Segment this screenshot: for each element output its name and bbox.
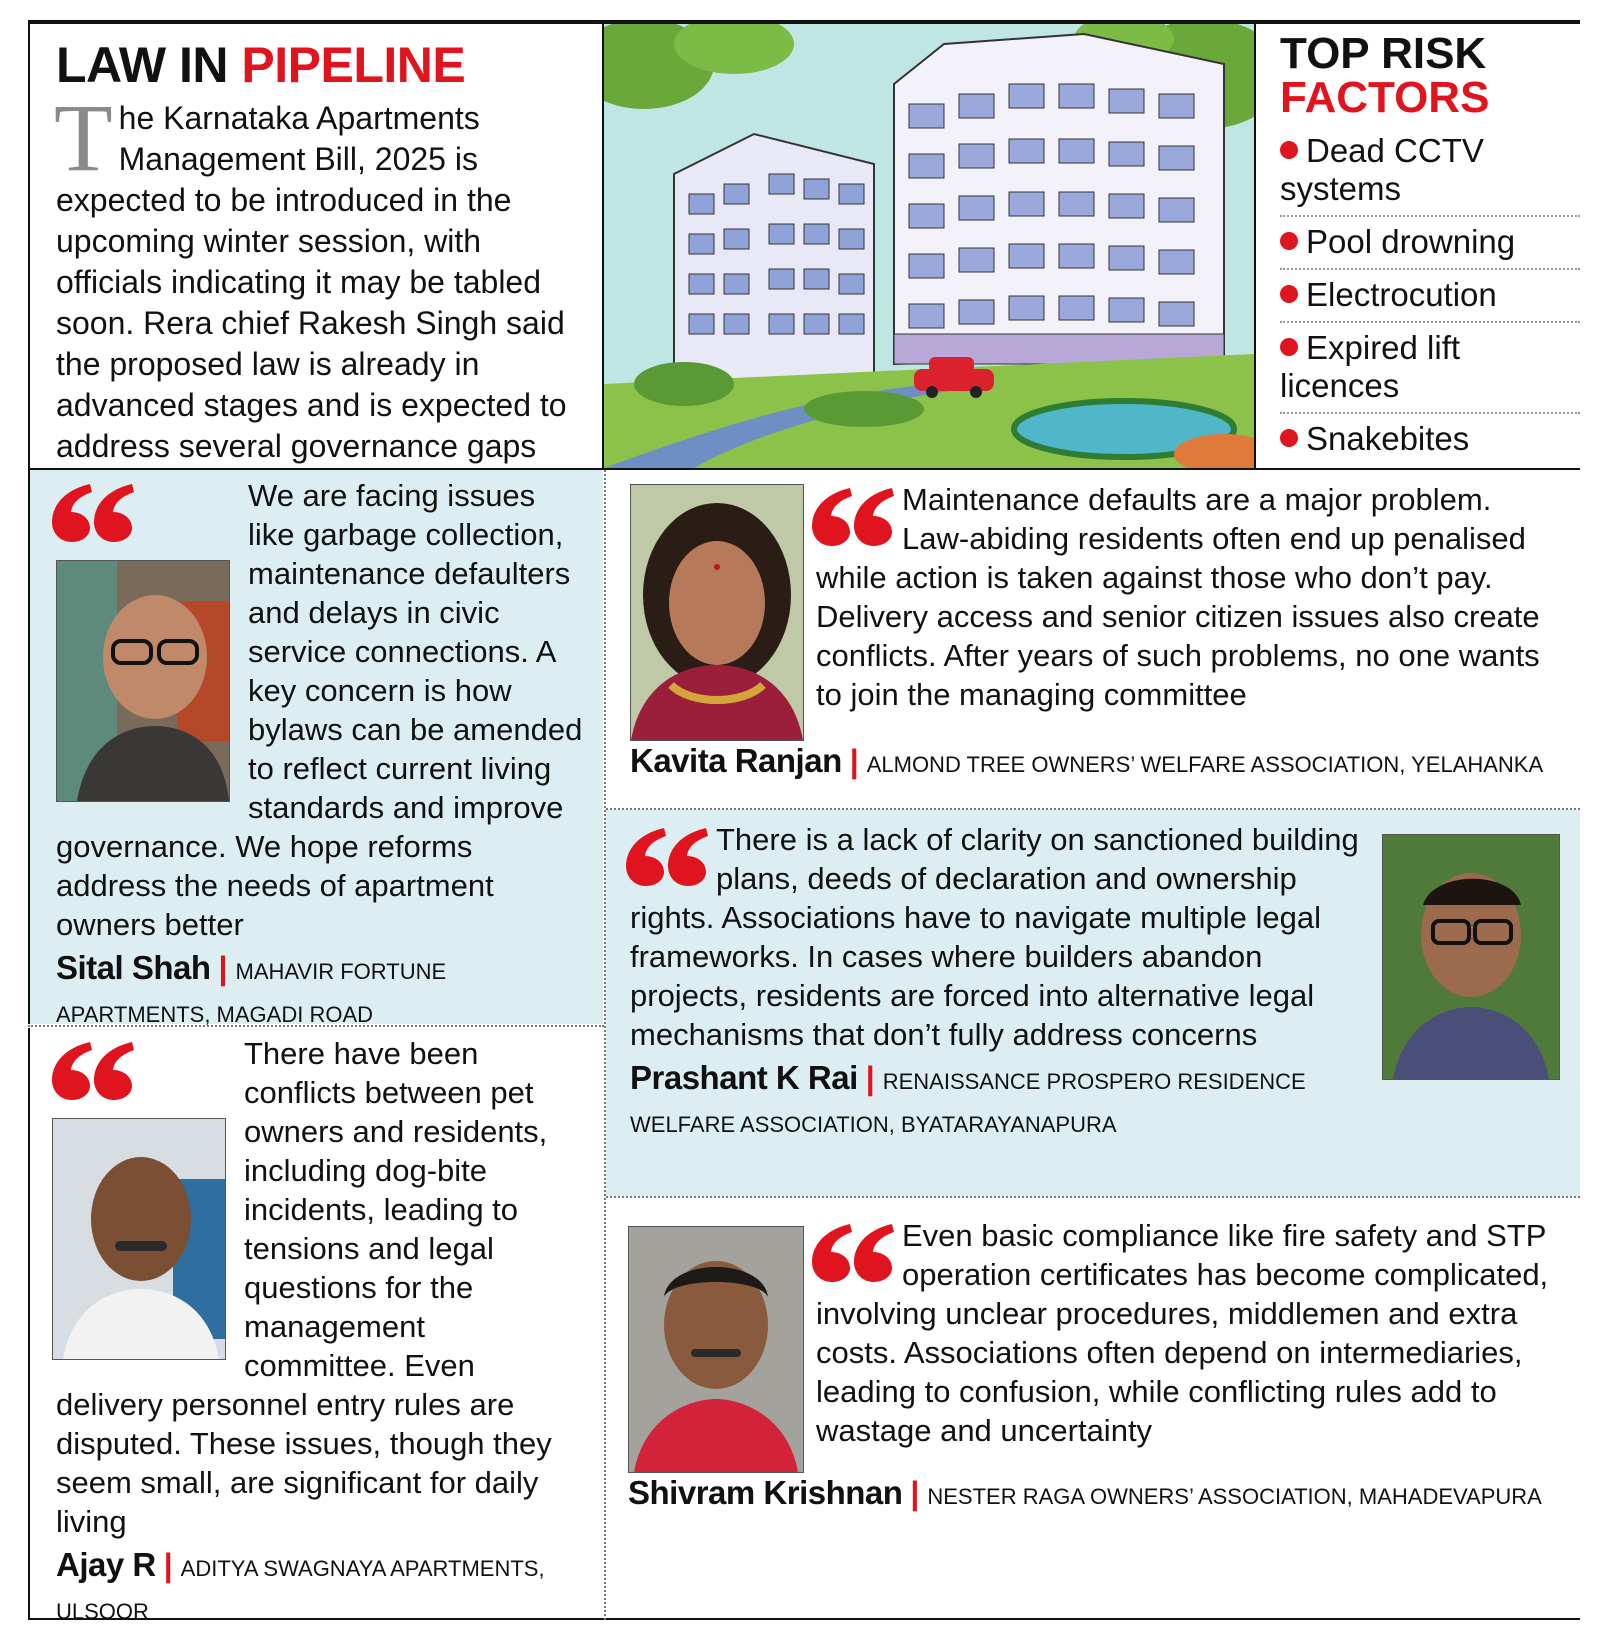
risk-item <box>1280 323 1580 414</box>
speaker-name: Kavita Ranjan <box>630 742 842 779</box>
apartment-illustration <box>602 24 1256 468</box>
red-dot-icon <box>1280 232 1298 250</box>
portrait-ajay-r <box>52 1118 226 1360</box>
risk-item <box>1280 270 1580 323</box>
left-building <box>674 134 874 384</box>
attribution <box>628 1473 1560 1520</box>
quote-text-body: There is a lack of clarity on sanctioned building plans, deeds of declaration and ownership rights. Associations have to navigate multiple legal frameworks. In cases where builders abandon projects, residents are forced into alternative legal mechanisms that don’t fully address concerns <box>630 822 1359 1052</box>
risk-item <box>1280 414 1580 465</box>
risk-item <box>1280 126 1580 217</box>
quote-mark-icon <box>626 826 708 888</box>
attribution <box>56 1545 585 1635</box>
row-divider <box>28 1025 604 1027</box>
speaker-organisation: MAHAVIR FORTUNE APARTMENTS, MAGADI ROAD <box>56 959 447 1027</box>
attribution-separator: | <box>865 1060 875 1096</box>
attribution-separator: | <box>163 1547 173 1583</box>
quote-mark-icon <box>812 1222 894 1284</box>
speaker-organisation: ADITYA SWAGNAYA APARTMENTS, ULSOOR <box>56 1556 545 1624</box>
risk-list <box>1280 126 1580 465</box>
right-building <box>894 34 1224 364</box>
portrait-prashant-k-rai <box>1382 834 1560 1080</box>
quote-mark-icon <box>812 486 894 548</box>
quote-text-body: Maintenance defaults are a major problem. Law-abiding residents often end up penalised while action is taken against those who don’t pay. Delivery access and senior citizen issues also create conflicts. After years of such problems, no one wants to join the managing committee <box>816 482 1540 712</box>
risk-title-red: FACTORS <box>1280 73 1490 122</box>
attribution-separator: | <box>218 950 228 986</box>
red-dot-icon <box>1280 285 1298 303</box>
red-dot-icon <box>1280 141 1298 159</box>
law-title-black: LAW IN <box>56 37 242 93</box>
quote-panel-kavita-ranjan <box>606 470 1580 808</box>
attribution-separator: | <box>910 1475 920 1511</box>
quote-text-body: Even basic compliance like fire safety and STP operation certificates has become complicated, involving unclear procedures, middlemen and extra costs. Associations often depend on intermediaries, leading to confusion, while conflicting rules add to wastage and uncertainty <box>816 1218 1549 1448</box>
attribution <box>630 741 1560 788</box>
law-body <box>54 84 596 467</box>
speaker-name: Shivram Krishnan <box>628 1474 903 1511</box>
law-body-text: he Karnataka Apartments Management Bill, 2025 is expected to be introduced in the upcoming winter session, with officials indicating it may be tabled soon. Rera chief Rakesh Singh said the proposed law is already in advanced stages and is expected to address several governance gaps <box>56 100 567 464</box>
quote-mark-icon <box>52 482 134 544</box>
top-risk-factors-box <box>1280 29 1580 465</box>
speaker-organisation: RENAISSANCE PROSPERO RESIDENCE WELFARE ASSOCIATION, BYATARAYANAPURA <box>630 1069 1306 1137</box>
quote-panel-prashant-k-rai <box>606 810 1580 1196</box>
portrait-shivram-krishnan <box>628 1226 804 1473</box>
quote-panel-shivram-krishnan <box>606 1198 1580 1618</box>
law-in-pipeline-box <box>56 38 596 467</box>
quote-text <box>56 476 585 944</box>
quote-text-body: There have been conflicts between pet owners and residents, including dog-bite incidents, leading to tensions and legal questions for the management committee. Even delivery personnel entry rules are disputed. These issues, though they seem small, are significant for daily living <box>56 1036 552 1539</box>
speaker-name: Ajay R <box>56 1546 156 1583</box>
quote-text-body: We are facing issues like garbage collection, maintenance defaulters and delays in civic service connections. A key concern is how bylaws can be amended to reflect current living standards and improve governance. We hope reforms address the needs of apartment owners better <box>56 478 583 942</box>
speaker-name: Sital Shah <box>56 949 211 986</box>
risk-item-label: Dead CCTV systems <box>1280 132 1484 207</box>
attribution-separator: | <box>849 743 859 779</box>
risk-item-label: Pool drowning <box>1306 223 1516 260</box>
risk-item <box>1280 217 1580 270</box>
quote-panel-ajay-r <box>28 1028 603 1624</box>
quote-text <box>56 1034 585 1541</box>
risk-title-black: TOP RISK <box>1280 29 1487 78</box>
portrait-kavita-ranjan <box>630 484 804 741</box>
quote-panel-sital-shah <box>28 470 603 1027</box>
speaker-organisation: NESTER RAGA OWNERS’ ASSOCIATION, MAHADEVAPURA <box>927 1484 1542 1509</box>
apartment-illustration-svg <box>604 24 1254 468</box>
top-row <box>28 24 1580 470</box>
risk-item-label: Expired lift licences <box>1280 329 1461 404</box>
law-title-red: PIPELINE <box>241 37 466 93</box>
risk-item-label: Snakebites <box>1306 420 1470 457</box>
speaker-name: Prashant K Rai <box>630 1059 858 1096</box>
red-dot-icon <box>1280 338 1298 356</box>
speaker-organisation: ALMOND TREE OWNERS’ WELFARE ASSOCIATION, YELAHANKA <box>866 752 1544 777</box>
law-title <box>56 38 596 92</box>
quote-mark-icon <box>52 1040 134 1102</box>
portrait-sital-shah <box>56 560 230 802</box>
risk-title <box>1280 29 1580 122</box>
law-dropcap: T <box>54 84 113 191</box>
red-dot-icon <box>1280 429 1298 447</box>
risk-item-label: Electrocution <box>1306 276 1497 313</box>
